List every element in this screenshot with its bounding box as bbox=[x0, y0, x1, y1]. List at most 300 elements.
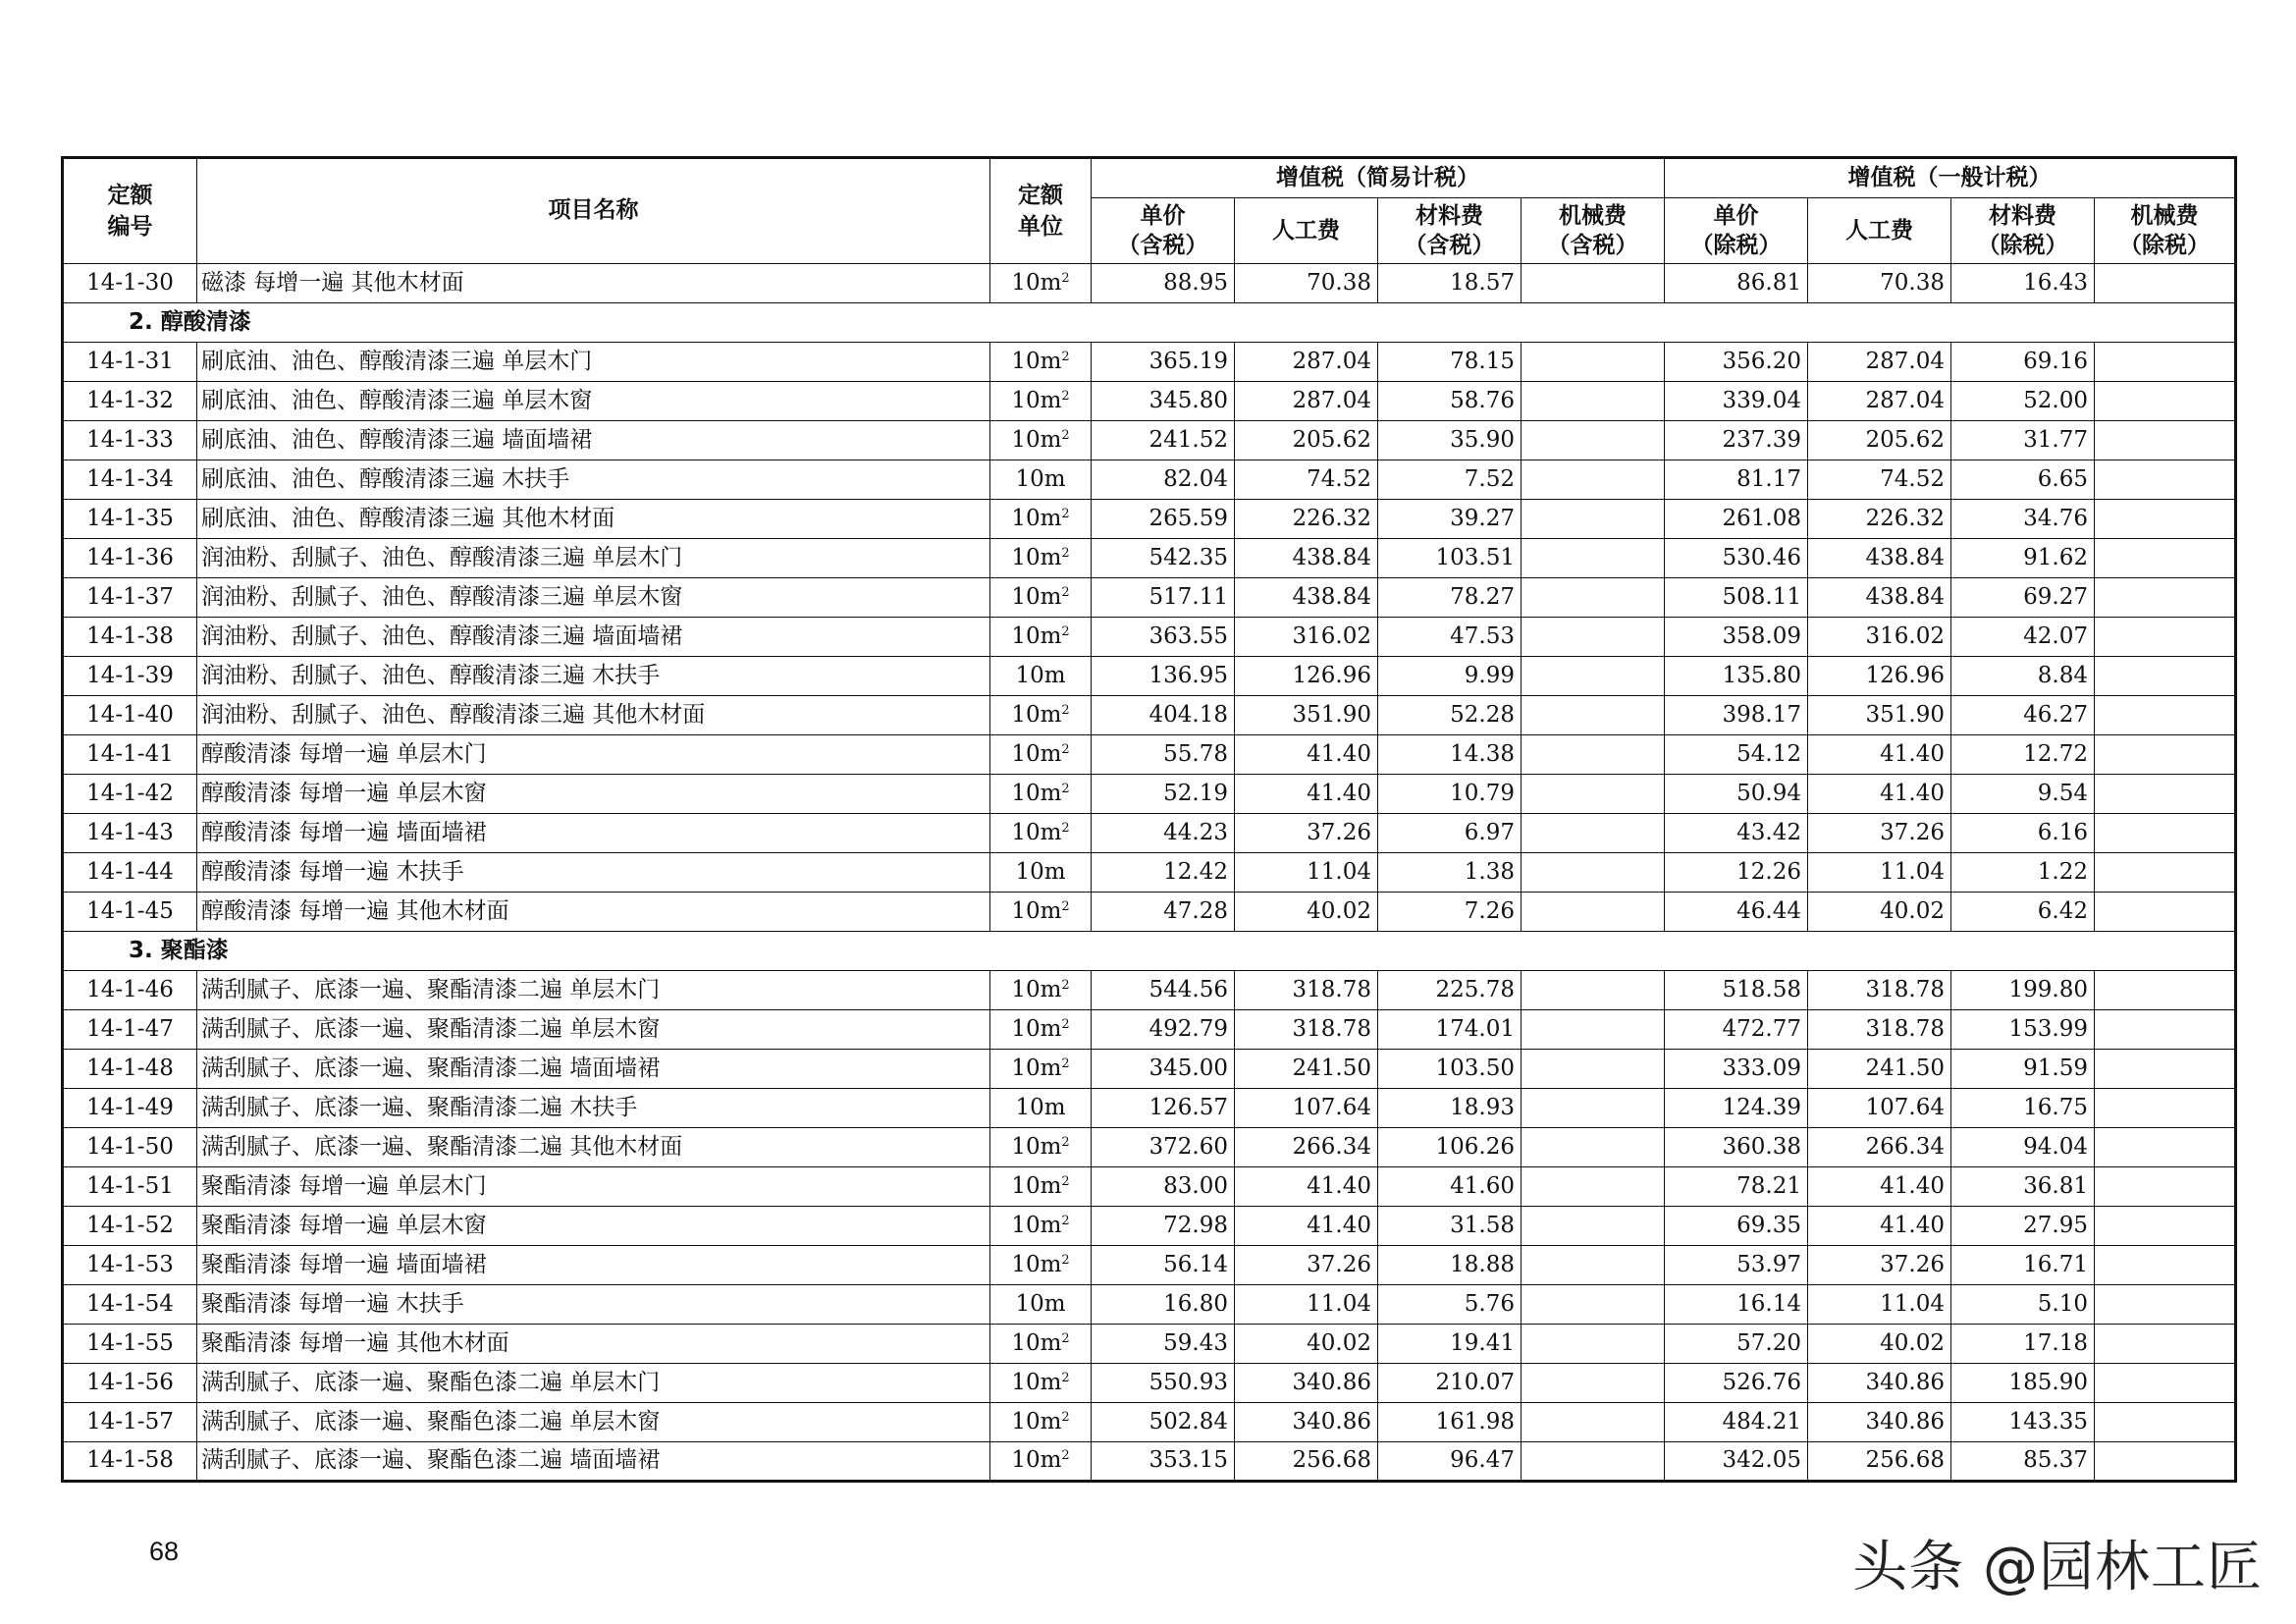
cell-general-machine bbox=[2095, 1167, 2236, 1207]
cell-simple-material: 6.97 bbox=[1378, 814, 1522, 853]
cell-general-material: 27.95 bbox=[1951, 1207, 2095, 1246]
cell-code: 14-1-53 bbox=[63, 1246, 197, 1285]
cell-general-labor: 11.04 bbox=[1808, 1285, 1951, 1325]
cell-general-machine bbox=[2095, 460, 2236, 500]
cell-unit: $10m^2$ bbox=[990, 539, 1092, 578]
table-row bbox=[63, 1089, 2236, 1128]
cell-general-labor: 287.04 bbox=[1808, 343, 1951, 382]
cell-simple-material: 78.27 bbox=[1378, 578, 1522, 618]
cell-simple-material: 7.26 bbox=[1378, 893, 1522, 932]
cell-simple-machine bbox=[1522, 264, 1665, 303]
cell-simple-unit-price: 12.42 bbox=[1092, 853, 1235, 893]
cell-general-unit-price: 333.09 bbox=[1665, 1050, 1808, 1089]
cell-simple-labor: 351.90 bbox=[1235, 696, 1378, 735]
cell-general-machine bbox=[2095, 1285, 2236, 1325]
cell-simple-unit-price: 241.52 bbox=[1092, 421, 1235, 460]
cell-simple-machine bbox=[1522, 814, 1665, 853]
cell-general-labor: 316.02 bbox=[1808, 618, 1951, 657]
cell-general-unit-price: 78.21 bbox=[1665, 1167, 1808, 1207]
cell-general-machine bbox=[2095, 1050, 2236, 1089]
table-row bbox=[63, 657, 2236, 696]
cell-name: 润油粉、刮腻子、油色、醇酸清漆三遍 墙面墙裙 bbox=[197, 618, 990, 657]
cell-simple-labor: 41.40 bbox=[1235, 1167, 1378, 1207]
cell-simple-machine bbox=[1522, 1246, 1665, 1285]
cell-name: 醇酸清漆 每增一遍 单层木窗 bbox=[197, 775, 990, 814]
cell-name: 刷底油、油色、醇酸清漆三遍 单层木窗 bbox=[197, 382, 990, 421]
cell-general-machine bbox=[2095, 618, 2236, 657]
cell-simple-material: 1.38 bbox=[1378, 853, 1522, 893]
cell-general-unit-price: 398.17 bbox=[1665, 696, 1808, 735]
cell-simple-unit-price: 550.93 bbox=[1092, 1364, 1235, 1403]
cell-name: 满刮腻子、底漆一遍、聚酯清漆二遍 单层木窗 bbox=[197, 1010, 990, 1050]
table-header bbox=[63, 158, 2236, 264]
cell-simple-unit-price: 136.95 bbox=[1092, 657, 1235, 696]
cell-name: 刷底油、油色、醇酸清漆三遍 单层木门 bbox=[197, 343, 990, 382]
cell-simple-machine bbox=[1522, 1128, 1665, 1167]
cell-simple-unit-price: 544.56 bbox=[1092, 971, 1235, 1010]
cell-unit: $10m^2$ bbox=[990, 1128, 1092, 1167]
cell-general-material: 143.35 bbox=[1951, 1403, 2095, 1442]
cell-unit: $10m^2$ bbox=[990, 578, 1092, 618]
cell-general-material: 16.43 bbox=[1951, 264, 2095, 303]
cell-general-unit-price: 360.38 bbox=[1665, 1128, 1808, 1167]
table-row bbox=[63, 775, 2236, 814]
cell-general-labor: 340.86 bbox=[1808, 1403, 1951, 1442]
cell-simple-material: 10.79 bbox=[1378, 775, 1522, 814]
cell-simple-material: 9.99 bbox=[1378, 657, 1522, 696]
cell-general-machine bbox=[2095, 343, 2236, 382]
cell-simple-unit-price: 126.57 bbox=[1092, 1089, 1235, 1128]
cell-general-labor: 41.40 bbox=[1808, 1167, 1951, 1207]
cell-simple-material: 225.78 bbox=[1378, 971, 1522, 1010]
cell-simple-material: 39.27 bbox=[1378, 500, 1522, 539]
cell-simple-machine bbox=[1522, 735, 1665, 775]
cell-code: 14-1-50 bbox=[63, 1128, 197, 1167]
cell-general-labor: 241.50 bbox=[1808, 1050, 1951, 1089]
cell-general-material: 9.54 bbox=[1951, 775, 2095, 814]
cell-simple-material: 106.26 bbox=[1378, 1128, 1522, 1167]
cell-simple-material: 210.07 bbox=[1378, 1364, 1522, 1403]
cell-unit: $10m^2$ bbox=[990, 1010, 1092, 1050]
cell-simple-machine bbox=[1522, 1050, 1665, 1089]
table-row bbox=[63, 853, 2236, 893]
cell-simple-unit-price: 59.43 bbox=[1092, 1325, 1235, 1364]
cell-general-labor: 226.32 bbox=[1808, 500, 1951, 539]
cell-general-unit-price: 526.76 bbox=[1665, 1364, 1808, 1403]
cell-general-unit-price: 81.17 bbox=[1665, 460, 1808, 500]
table-row bbox=[63, 696, 2236, 735]
cell-general-labor: 41.40 bbox=[1808, 1207, 1951, 1246]
cell-unit: $10m^2$ bbox=[990, 775, 1092, 814]
cell-general-machine bbox=[2095, 1403, 2236, 1442]
cell-simple-unit-price: 88.95 bbox=[1092, 264, 1235, 303]
cell-general-material: 31.77 bbox=[1951, 421, 2095, 460]
cell-code: 14-1-30 bbox=[63, 264, 197, 303]
cell-general-machine bbox=[2095, 421, 2236, 460]
cell-general-labor: 11.04 bbox=[1808, 853, 1951, 893]
cell-general-machine bbox=[2095, 382, 2236, 421]
cell-name: 刷底油、油色、醇酸清漆三遍 其他木材面 bbox=[197, 500, 990, 539]
cell-general-labor: 438.84 bbox=[1808, 578, 1951, 618]
cell-simple-labor: 256.68 bbox=[1235, 1442, 1378, 1482]
table-row bbox=[63, 460, 2236, 500]
cell-general-material: 16.75 bbox=[1951, 1089, 2095, 1128]
cell-general-material: 52.00 bbox=[1951, 382, 2095, 421]
cell-general-labor: 37.26 bbox=[1808, 814, 1951, 853]
cell-simple-material: 47.53 bbox=[1378, 618, 1522, 657]
table-row bbox=[63, 1403, 2236, 1442]
cell-simple-unit-price: 372.60 bbox=[1092, 1128, 1235, 1167]
cell-name: 润油粉、刮腻子、油色、醇酸清漆三遍 木扶手 bbox=[197, 657, 990, 696]
cell-general-labor: 205.62 bbox=[1808, 421, 1951, 460]
table-row bbox=[63, 735, 2236, 775]
cell-general-labor: 70.38 bbox=[1808, 264, 1951, 303]
cell-simple-machine bbox=[1522, 696, 1665, 735]
cell-simple-labor: 241.50 bbox=[1235, 1050, 1378, 1089]
cell-general-unit-price: 16.14 bbox=[1665, 1285, 1808, 1325]
cell-simple-machine bbox=[1522, 971, 1665, 1010]
cell-name: 聚酯清漆 每增一遍 单层木门 bbox=[197, 1167, 990, 1207]
cell-simple-unit-price: 52.19 bbox=[1092, 775, 1235, 814]
cell-simple-labor: 318.78 bbox=[1235, 971, 1378, 1010]
cell-simple-machine bbox=[1522, 893, 1665, 932]
table-body bbox=[63, 264, 2236, 1482]
cell-general-unit-price: 356.20 bbox=[1665, 343, 1808, 382]
cell-unit: 10m bbox=[990, 460, 1092, 500]
cell-simple-material: 161.98 bbox=[1378, 1403, 1522, 1442]
cell-simple-labor: 316.02 bbox=[1235, 618, 1378, 657]
cell-simple-labor: 74.52 bbox=[1235, 460, 1378, 500]
table-row bbox=[63, 971, 2236, 1010]
cell-code: 14-1-58 bbox=[63, 1442, 197, 1482]
cell-code: 14-1-48 bbox=[63, 1050, 197, 1089]
cell-simple-labor: 287.04 bbox=[1235, 382, 1378, 421]
cell-simple-labor: 37.26 bbox=[1235, 814, 1378, 853]
cell-simple-machine bbox=[1522, 460, 1665, 500]
cell-simple-machine bbox=[1522, 1207, 1665, 1246]
cell-name: 刷底油、油色、醇酸清漆三遍 木扶手 bbox=[197, 460, 990, 500]
cell-general-labor: 318.78 bbox=[1808, 971, 1951, 1010]
cell-general-machine bbox=[2095, 893, 2236, 932]
cell-code: 14-1-45 bbox=[63, 893, 197, 932]
cell-simple-material: 41.60 bbox=[1378, 1167, 1522, 1207]
cell-simple-material: 103.51 bbox=[1378, 539, 1522, 578]
cell-general-machine bbox=[2095, 539, 2236, 578]
cell-simple-labor: 126.96 bbox=[1235, 657, 1378, 696]
cell-simple-material: 14.38 bbox=[1378, 735, 1522, 775]
cell-code: 14-1-44 bbox=[63, 853, 197, 893]
cell-unit: $10m^2$ bbox=[990, 1050, 1092, 1089]
cell-simple-labor: 41.40 bbox=[1235, 1207, 1378, 1246]
cell-simple-labor: 107.64 bbox=[1235, 1089, 1378, 1128]
cell-general-unit-price: 518.58 bbox=[1665, 971, 1808, 1010]
section-title: 2. 醇酸清漆 bbox=[63, 303, 2236, 343]
cell-code: 14-1-33 bbox=[63, 421, 197, 460]
cell-general-material: 94.04 bbox=[1951, 1128, 2095, 1167]
cell-simple-machine bbox=[1522, 853, 1665, 893]
cell-simple-labor: 266.34 bbox=[1235, 1128, 1378, 1167]
cell-general-unit-price: 339.04 bbox=[1665, 382, 1808, 421]
cell-simple-material: 96.47 bbox=[1378, 1442, 1522, 1482]
cell-code: 14-1-40 bbox=[63, 696, 197, 735]
cell-simple-labor: 340.86 bbox=[1235, 1403, 1378, 1442]
cell-general-labor: 37.26 bbox=[1808, 1246, 1951, 1285]
cell-simple-labor: 40.02 bbox=[1235, 1325, 1378, 1364]
cell-simple-material: 35.90 bbox=[1378, 421, 1522, 460]
cell-code: 14-1-57 bbox=[63, 1403, 197, 1442]
table-row bbox=[63, 500, 2236, 539]
cell-general-unit-price: 472.77 bbox=[1665, 1010, 1808, 1050]
cell-general-labor: 351.90 bbox=[1808, 696, 1951, 735]
table-row bbox=[63, 1128, 2236, 1167]
table-row bbox=[63, 539, 2236, 578]
cell-name: 醇酸清漆 每增一遍 墙面墙裙 bbox=[197, 814, 990, 853]
table-row bbox=[63, 421, 2236, 460]
cell-unit: $10m^2$ bbox=[990, 1207, 1092, 1246]
cell-unit: $10m^2$ bbox=[990, 814, 1092, 853]
cell-unit: $10m^2$ bbox=[990, 1325, 1092, 1364]
cell-unit: 10m bbox=[990, 853, 1092, 893]
header-simple-labor: 人工费 bbox=[1235, 198, 1378, 264]
header-simple-material: 材料费 （含税） bbox=[1378, 198, 1522, 264]
cell-simple-unit-price: 16.80 bbox=[1092, 1285, 1235, 1325]
cell-general-material: 6.16 bbox=[1951, 814, 2095, 853]
cell-general-unit-price: 508.11 bbox=[1665, 578, 1808, 618]
cell-general-labor: 41.40 bbox=[1808, 735, 1951, 775]
cell-unit: $10m^2$ bbox=[990, 618, 1092, 657]
cell-name: 聚酯清漆 每增一遍 其他木材面 bbox=[197, 1325, 990, 1364]
cell-simple-material: 18.57 bbox=[1378, 264, 1522, 303]
cell-unit: $10m^2$ bbox=[990, 735, 1092, 775]
cell-name: 满刮腻子、底漆一遍、聚酯色漆二遍 单层木窗 bbox=[197, 1403, 990, 1442]
cell-name: 润油粉、刮腻子、油色、醇酸清漆三遍 单层木门 bbox=[197, 539, 990, 578]
cell-code: 14-1-31 bbox=[63, 343, 197, 382]
cell-general-material: 69.27 bbox=[1951, 578, 2095, 618]
table-row bbox=[63, 1325, 2236, 1364]
cell-name: 满刮腻子、底漆一遍、聚酯清漆二遍 其他木材面 bbox=[197, 1128, 990, 1167]
cell-simple-machine bbox=[1522, 1010, 1665, 1050]
cell-simple-machine bbox=[1522, 539, 1665, 578]
header-general-unit-price: 单价 （除税） bbox=[1665, 198, 1808, 264]
cell-simple-labor: 340.86 bbox=[1235, 1364, 1378, 1403]
cell-simple-unit-price: 55.78 bbox=[1092, 735, 1235, 775]
cell-general-labor: 256.68 bbox=[1808, 1442, 1951, 1482]
cell-simple-material: 19.41 bbox=[1378, 1325, 1522, 1364]
header-unit: 定额 单位 bbox=[990, 158, 1092, 264]
cell-name: 聚酯清漆 每增一遍 墙面墙裙 bbox=[197, 1246, 990, 1285]
cell-general-material: 6.65 bbox=[1951, 460, 2095, 500]
cell-general-material: 6.42 bbox=[1951, 893, 2095, 932]
cell-general-unit-price: 342.05 bbox=[1665, 1442, 1808, 1482]
cell-general-machine bbox=[2095, 1246, 2236, 1285]
cell-simple-labor: 205.62 bbox=[1235, 421, 1378, 460]
cell-simple-machine bbox=[1522, 578, 1665, 618]
cell-simple-material: 5.76 bbox=[1378, 1285, 1522, 1325]
header-simple-unit-price: 单价 （含税） bbox=[1092, 198, 1235, 264]
cell-simple-material: 7.52 bbox=[1378, 460, 1522, 500]
cell-simple-machine bbox=[1522, 382, 1665, 421]
cell-name: 聚酯清漆 每增一遍 木扶手 bbox=[197, 1285, 990, 1325]
cell-simple-machine bbox=[1522, 1089, 1665, 1128]
cell-simple-machine bbox=[1522, 500, 1665, 539]
cell-general-labor: 266.34 bbox=[1808, 1128, 1951, 1167]
cell-simple-material: 31.58 bbox=[1378, 1207, 1522, 1246]
table-row bbox=[63, 1167, 2236, 1207]
cell-general-material: 199.80 bbox=[1951, 971, 2095, 1010]
cell-code: 14-1-51 bbox=[63, 1167, 197, 1207]
cell-simple-machine bbox=[1522, 657, 1665, 696]
cell-simple-material: 103.50 bbox=[1378, 1050, 1522, 1089]
cell-general-machine bbox=[2095, 971, 2236, 1010]
cell-general-machine bbox=[2095, 735, 2236, 775]
cell-code: 14-1-38 bbox=[63, 618, 197, 657]
cell-code: 14-1-56 bbox=[63, 1364, 197, 1403]
cell-general-material: 46.27 bbox=[1951, 696, 2095, 735]
cell-simple-material: 174.01 bbox=[1378, 1010, 1522, 1050]
cell-simple-labor: 37.26 bbox=[1235, 1246, 1378, 1285]
table-row bbox=[63, 893, 2236, 932]
cell-simple-unit-price: 83.00 bbox=[1092, 1167, 1235, 1207]
cell-unit: $10m^2$ bbox=[990, 1167, 1092, 1207]
cell-general-material: 34.76 bbox=[1951, 500, 2095, 539]
cell-simple-machine bbox=[1522, 775, 1665, 814]
cell-unit: $10m^2$ bbox=[990, 893, 1092, 932]
header-general-material: 材料费 （除税） bbox=[1951, 198, 2095, 264]
cell-general-labor: 287.04 bbox=[1808, 382, 1951, 421]
cell-general-machine bbox=[2095, 696, 2236, 735]
cell-unit: $10m^2$ bbox=[990, 696, 1092, 735]
cell-general-material: 5.10 bbox=[1951, 1285, 2095, 1325]
cell-code: 14-1-37 bbox=[63, 578, 197, 618]
cell-unit: $10m^2$ bbox=[990, 1442, 1092, 1482]
table-row bbox=[63, 1010, 2236, 1050]
cell-simple-material: 52.28 bbox=[1378, 696, 1522, 735]
cell-name: 刷底油、油色、醇酸清漆三遍 墙面墙裙 bbox=[197, 421, 990, 460]
cell-general-unit-price: 530.46 bbox=[1665, 539, 1808, 578]
cell-general-machine bbox=[2095, 1207, 2236, 1246]
cell-general-labor: 126.96 bbox=[1808, 657, 1951, 696]
cell-simple-unit-price: 72.98 bbox=[1092, 1207, 1235, 1246]
cell-simple-material: 58.76 bbox=[1378, 382, 1522, 421]
cell-general-material: 69.16 bbox=[1951, 343, 2095, 382]
cell-general-material: 8.84 bbox=[1951, 657, 2095, 696]
cell-general-material: 153.99 bbox=[1951, 1010, 2095, 1050]
cell-simple-machine bbox=[1522, 618, 1665, 657]
cell-simple-unit-price: 82.04 bbox=[1092, 460, 1235, 500]
cell-simple-machine bbox=[1522, 1167, 1665, 1207]
cell-simple-unit-price: 492.79 bbox=[1092, 1010, 1235, 1050]
cell-general-labor: 41.40 bbox=[1808, 775, 1951, 814]
cell-general-machine bbox=[2095, 1442, 2236, 1482]
table-row bbox=[63, 1246, 2236, 1285]
header-group-general-tax: 增值税（一般计税） bbox=[1665, 158, 2236, 198]
header-code: 定额 编号 bbox=[63, 158, 197, 264]
cell-general-labor: 340.86 bbox=[1808, 1364, 1951, 1403]
cell-simple-labor: 226.32 bbox=[1235, 500, 1378, 539]
cell-simple-material: 18.93 bbox=[1378, 1089, 1522, 1128]
cell-general-material: 85.37 bbox=[1951, 1442, 2095, 1482]
cell-general-unit-price: 358.09 bbox=[1665, 618, 1808, 657]
cell-unit: $10m^2$ bbox=[990, 1403, 1092, 1442]
table-row bbox=[63, 618, 2236, 657]
cell-code: 14-1-39 bbox=[63, 657, 197, 696]
cell-general-unit-price: 135.80 bbox=[1665, 657, 1808, 696]
cell-unit: $10m^2$ bbox=[990, 343, 1092, 382]
cell-general-unit-price: 484.21 bbox=[1665, 1403, 1808, 1442]
header-simple-machine: 机械费 （含税） bbox=[1522, 198, 1665, 264]
cell-code: 14-1-42 bbox=[63, 775, 197, 814]
cell-simple-labor: 41.40 bbox=[1235, 735, 1378, 775]
cell-simple-machine bbox=[1522, 1403, 1665, 1442]
cell-general-labor: 40.02 bbox=[1808, 893, 1951, 932]
table-row bbox=[63, 578, 2236, 618]
cell-unit: $10m^2$ bbox=[990, 1246, 1092, 1285]
cell-code: 14-1-34 bbox=[63, 460, 197, 500]
cell-general-unit-price: 12.26 bbox=[1665, 853, 1808, 893]
cell-unit: $10m^2$ bbox=[990, 971, 1092, 1010]
header-general-machine: 机械费 （除税） bbox=[2095, 198, 2236, 264]
table-row bbox=[63, 1442, 2236, 1482]
section-title: 3. 聚酯漆 bbox=[63, 932, 2236, 971]
cell-general-machine bbox=[2095, 1128, 2236, 1167]
page-number: 68 bbox=[149, 1537, 180, 1566]
cell-name: 满刮腻子、底漆一遍、聚酯清漆二遍 墙面墙裙 bbox=[197, 1050, 990, 1089]
cell-general-unit-price: 237.39 bbox=[1665, 421, 1808, 460]
cell-simple-unit-price: 404.18 bbox=[1092, 696, 1235, 735]
cell-simple-material: 78.15 bbox=[1378, 343, 1522, 382]
cell-general-material: 17.18 bbox=[1951, 1325, 2095, 1364]
cell-name: 醇酸清漆 每增一遍 单层木门 bbox=[197, 735, 990, 775]
cell-name: 磁漆 每增一遍 其他木材面 bbox=[197, 264, 990, 303]
cell-simple-labor: 41.40 bbox=[1235, 775, 1378, 814]
cell-name: 满刮腻子、底漆一遍、聚酯色漆二遍 单层木门 bbox=[197, 1364, 990, 1403]
cell-code: 14-1-55 bbox=[63, 1325, 197, 1364]
cell-general-material: 185.90 bbox=[1951, 1364, 2095, 1403]
cell-general-unit-price: 86.81 bbox=[1665, 264, 1808, 303]
cell-simple-machine bbox=[1522, 1285, 1665, 1325]
cell-simple-unit-price: 542.35 bbox=[1092, 539, 1235, 578]
cell-unit: $10m^2$ bbox=[990, 500, 1092, 539]
cell-unit: $10m^2$ bbox=[990, 264, 1092, 303]
table-row bbox=[63, 382, 2236, 421]
cell-simple-unit-price: 47.28 bbox=[1092, 893, 1235, 932]
cell-general-material: 16.71 bbox=[1951, 1246, 2095, 1285]
table-row bbox=[63, 1207, 2236, 1246]
cell-general-labor: 40.02 bbox=[1808, 1325, 1951, 1364]
cell-code: 14-1-47 bbox=[63, 1010, 197, 1050]
cell-name: 满刮腻子、底漆一遍、聚酯清漆二遍 单层木门 bbox=[197, 971, 990, 1010]
cell-general-machine bbox=[2095, 853, 2236, 893]
cell-simple-machine bbox=[1522, 1325, 1665, 1364]
cell-simple-labor: 438.84 bbox=[1235, 578, 1378, 618]
cell-unit: 10m bbox=[990, 1089, 1092, 1128]
cell-simple-labor: 11.04 bbox=[1235, 1285, 1378, 1325]
header-group-simple-tax: 增值税（简易计税） bbox=[1092, 158, 1665, 198]
cell-simple-labor: 11.04 bbox=[1235, 853, 1378, 893]
cell-code: 14-1-41 bbox=[63, 735, 197, 775]
cell-code: 14-1-46 bbox=[63, 971, 197, 1010]
cell-general-unit-price: 46.44 bbox=[1665, 893, 1808, 932]
header-name: 项目名称 bbox=[197, 158, 990, 264]
cell-simple-unit-price: 363.55 bbox=[1092, 618, 1235, 657]
cell-general-labor: 107.64 bbox=[1808, 1089, 1951, 1128]
cell-simple-material: 18.88 bbox=[1378, 1246, 1522, 1285]
cell-general-machine bbox=[2095, 1325, 2236, 1364]
cell-simple-unit-price: 44.23 bbox=[1092, 814, 1235, 853]
cell-simple-labor: 40.02 bbox=[1235, 893, 1378, 932]
cell-general-machine bbox=[2095, 775, 2236, 814]
cell-code: 14-1-52 bbox=[63, 1207, 197, 1246]
